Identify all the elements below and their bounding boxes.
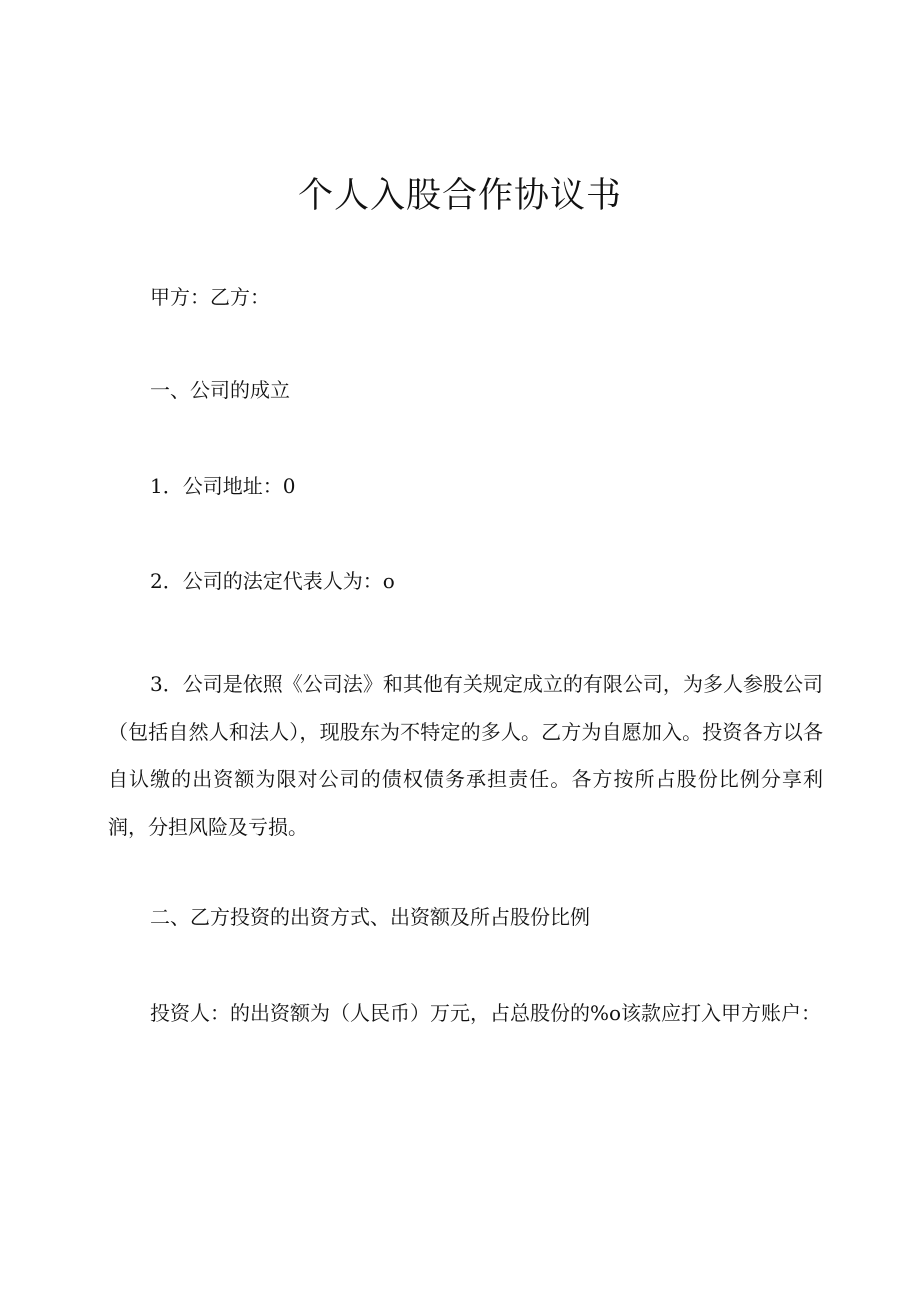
section-2-heading: 二、乙方投资的出资方式、出资额及所占股份比例 xyxy=(150,905,590,929)
clause-3-company-nature: 3．公司是依照《公司法》和其他有关规定成立的有限公司，为多人参股公司（包括自然人和法人），现股东为不特定的多人。乙方为自愿加入。投资各方以各自认缴的出资额为限对公司的债权债务承担责任。各方按所占股份比例分享利润，分担风险及亏损。 xyxy=(108,672,823,839)
clause-2-legal-representative: 2．公司的法定代表人为：o xyxy=(150,569,395,593)
clause-1-address: 1．公司地址：0 xyxy=(150,474,296,498)
document-title: 个人入股合作协议书 xyxy=(297,176,622,216)
section-1-heading: 一、公司的成立 xyxy=(150,378,290,402)
investor-contribution-line: 投资人：的出资额为（人民币）万元，占总股份的%o该款应打入甲方账户： xyxy=(150,1001,822,1025)
parties-line: 甲方：乙方： xyxy=(150,285,270,309)
